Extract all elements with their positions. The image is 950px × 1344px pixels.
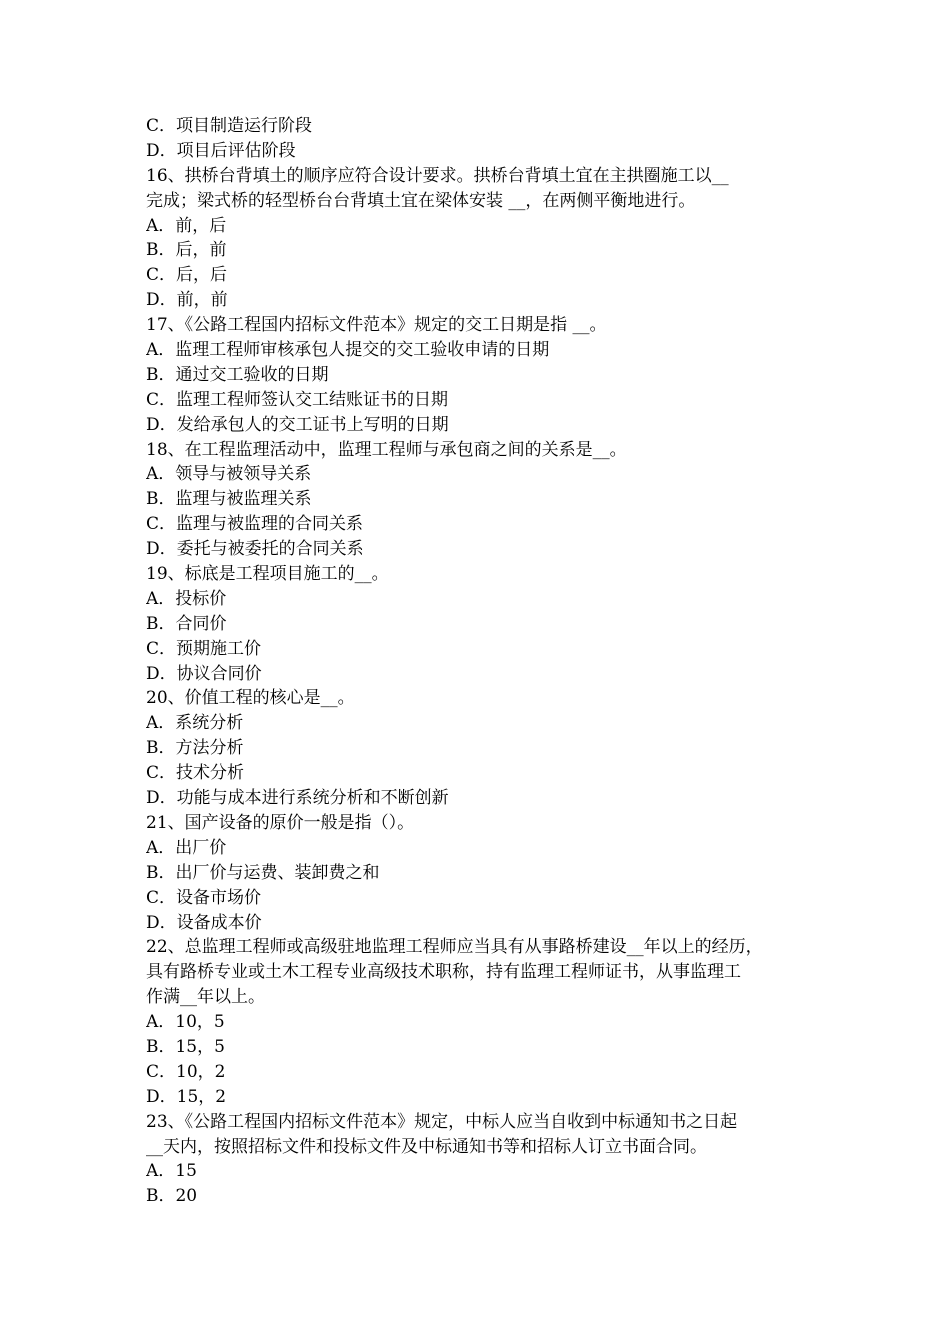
- question-22-line-3: 作满__年以上。: [146, 987, 265, 1008]
- option-line: D．协议合同价: [146, 663, 262, 684]
- exam-question-text: [146, 114, 810, 1209]
- option-line: B．监理与被监理关系: [146, 489, 312, 510]
- option-line: B．通过交工验收的日期: [146, 364, 329, 385]
- option-line: B．合同价: [146, 613, 227, 634]
- question-19: 19、标底是工程项目施工的__。: [146, 564, 389, 585]
- question-21: 21、国产设备的原价一般是指（）。: [146, 812, 415, 833]
- question-17: 17、《公路工程国内招标文件范本》规定的交工日期是指 __。: [146, 315, 607, 336]
- option-line: C．项目制造运行阶段: [146, 116, 313, 136]
- option-line: D．委托与被委托的合同关系: [146, 539, 364, 560]
- option-line: B．20: [146, 1186, 198, 1207]
- question-23-line-2: __天内，按照招标文件和投标文件及中标通知书等和招标人订立书面合同。: [146, 1136, 707, 1157]
- question-22-line-1: 22、总监理工程师或高级驻地监理工程师应当具有从事路桥建设__年以上的经历，: [146, 937, 763, 958]
- option-line: A．10，5: [146, 1012, 225, 1033]
- option-line: C．10，2: [146, 1061, 226, 1082]
- option-line: C．监理与被监理的合同关系: [146, 514, 364, 535]
- option-line: B．后，前: [146, 240, 227, 261]
- option-line: A．领导与被领导关系: [146, 464, 312, 485]
- option-line: D．前，前: [146, 290, 228, 311]
- option-line: D．项目后评估阶段: [146, 140, 296, 161]
- option-line: A．监理工程师审核承包人提交的交工验收申请的日期: [146, 340, 550, 361]
- option-line: C．预期施工价: [146, 638, 262, 659]
- question-16-line-1: 16、拱桥台背填土的顺序应符合设计要求。拱桥台背填土宜在主拱圈施工以__: [146, 165, 729, 186]
- option-line: B．出厂价与运费、装卸费之和: [146, 862, 380, 883]
- option-line: A．投标价: [146, 588, 227, 609]
- question-16-line-2: 完成；梁式桥的轻型桥台台背填土宜在梁体安装 __，在两侧平衡地进行。: [146, 190, 696, 211]
- option-line: B．15，5: [146, 1036, 225, 1057]
- question-20: 20、价值工程的核心是__。: [146, 688, 355, 709]
- question-23-line-1: 23、《公路工程国内招标文件范本》规定，中标人应当自收到中标通知书之日起: [146, 1111, 738, 1132]
- option-line: D．15，2: [146, 1086, 227, 1107]
- option-line: B．方法分析: [146, 738, 244, 759]
- option-line: A．15: [146, 1161, 197, 1182]
- option-line: C．监理工程师签认交工结账证书的日期: [146, 389, 449, 410]
- option-line: A．前，后: [146, 215, 227, 236]
- option-line: D．发给承包人的交工证书上写明的日期: [146, 414, 449, 435]
- question-22-line-2: 具有路桥专业或土木工程专业高级技术职称，持有监理工程师证书，从事监理工: [146, 962, 741, 983]
- option-line: C．设备市场价: [146, 887, 262, 908]
- question-18: 18、在工程监理活动中，监理工程师与承包商之间的关系是__。: [146, 439, 627, 460]
- option-line: D．功能与成本进行系统分析和不断创新: [146, 788, 449, 809]
- option-line: D．设备成本价: [146, 912, 262, 933]
- option-line: A．系统分析: [146, 713, 244, 734]
- option-line: C．技术分析: [146, 763, 245, 784]
- option-line: A．出厂价: [146, 837, 227, 858]
- option-line: C．后，后: [146, 265, 228, 286]
